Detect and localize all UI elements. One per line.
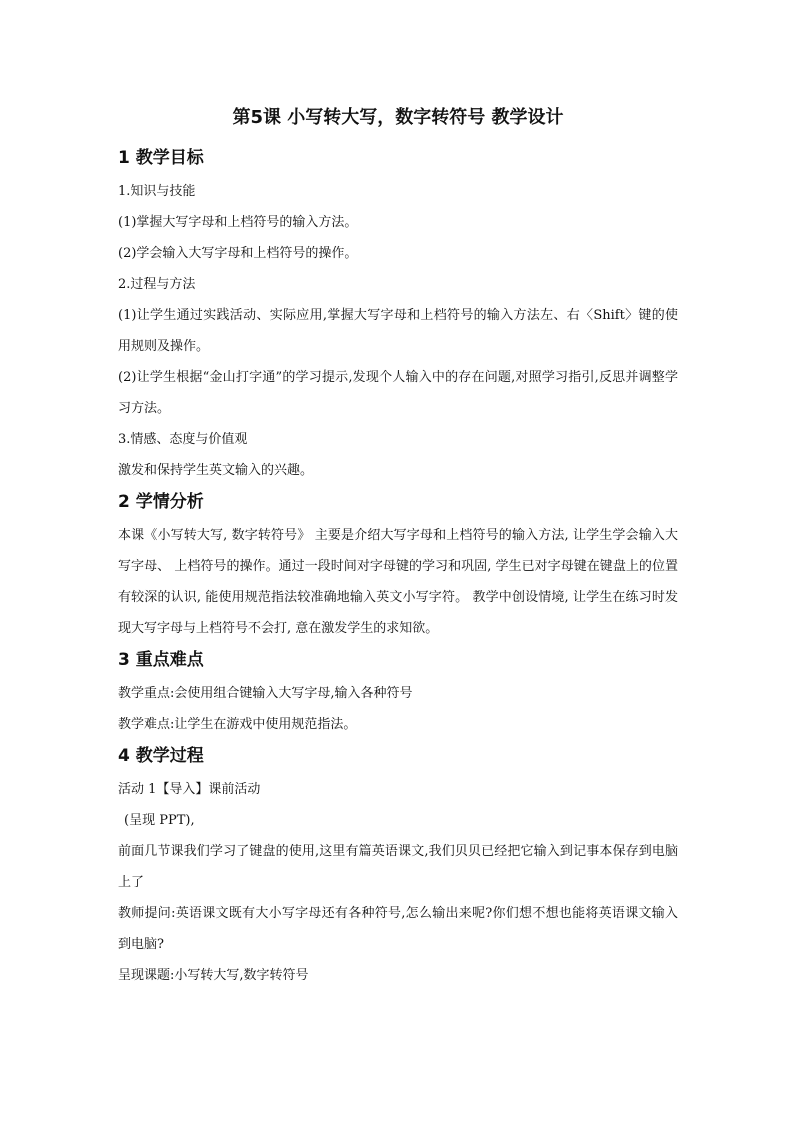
paragraph: (2)学会输入大写字母和上档符号的操作。 bbox=[118, 246, 358, 261]
paragraph: 呈现课题:小写转大写,数字转符号 bbox=[118, 968, 309, 983]
paragraph: (2)让学生根据“金山打字通”的学习提示,发现个人输入中的存在问题,对照学习指引,反思并调整学习方法。 bbox=[118, 370, 678, 416]
paragraph: 教师提问:英语课文既有大小写字母还有各种符号,怎么输出来呢?你们想不想也能将英语课文输入到电脑? bbox=[118, 906, 678, 952]
paragraph: 1.知识与技能 bbox=[118, 184, 196, 199]
paragraph: 活动 1【导入】课前活动 bbox=[118, 782, 261, 797]
paragraph: 3.情感、态度与价值观 bbox=[118, 432, 248, 447]
paragraph: (1)掌握大写字母和上档符号的输入方法。 bbox=[118, 215, 358, 230]
paragraph: (呈现 PPT), bbox=[124, 813, 195, 828]
document-body bbox=[118, 104, 678, 991]
document-title: 第5课 小写转大写，数字转符号 教学设计 bbox=[232, 107, 564, 128]
paragraph: 教学难点:让学生在游戏中使用规范指法。 bbox=[118, 717, 357, 732]
paragraph: 本课《小写转大写, 数字转符号》 主要是介绍大写字母和上档符号的输入方法, 让学生学会输入大写字母、 上档符号的操作。通过一段时间对字母键的学习和巩固, 学生已对字母键在键盘上的位置有较深的认识, 能使用规范指法较准确地输入英文小写字符。 教学中创设情境, 让学生在练习时发现大写字母与上档符号不会打, 意在激发学生的求知欲。 bbox=[118, 528, 678, 636]
section-heading-analysis: 2 学情分析 bbox=[118, 492, 204, 512]
paragraph: 教学重点:会使用组合键输入大写字母,输入各种符号 bbox=[118, 686, 413, 701]
paragraph: 2.过程与方法 bbox=[118, 277, 196, 292]
section-heading-process: 4 教学过程 bbox=[118, 746, 204, 766]
section-heading-objectives: 1 教学目标 bbox=[118, 148, 204, 168]
section-heading-key-points: 3 重点难点 bbox=[118, 650, 204, 670]
paragraph: 激发和保持学生英文输入的兴趣。 bbox=[118, 463, 314, 478]
paragraph: 前面几节课我们学习了键盘的使用,这里有篇英语课文,我们贝贝已经把它输入到记事本保存到电脑上了 bbox=[118, 844, 678, 890]
paragraph: (1)让学生通过实践活动、实际应用,掌握大写字母和上档符号的输入方法左、右〈Shift〉键的使用规则及操作。 bbox=[118, 308, 678, 354]
